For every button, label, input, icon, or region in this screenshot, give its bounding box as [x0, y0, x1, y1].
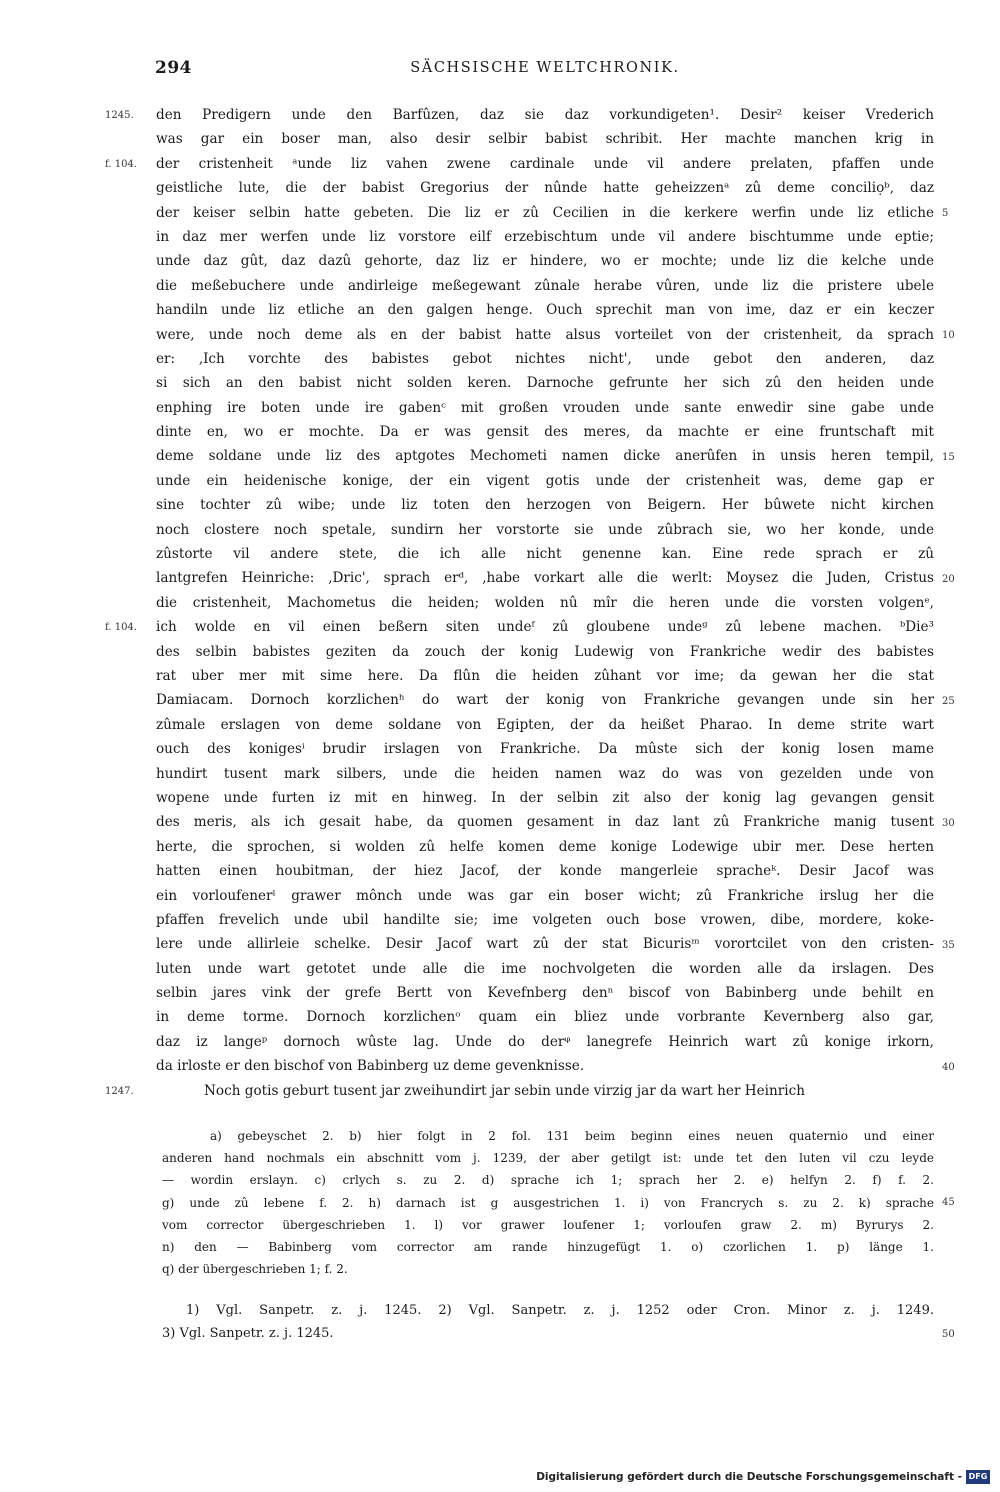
text-line: den Predigern unde den Barfûzen, daz sie daz vorkundigeten¹. Desir² keiser Vrederich	[156, 107, 934, 123]
text-line: er: ‚Ich vorchte des babistes gebot nichtes nicht', unde gebot den anderen, daz	[156, 350, 934, 367]
apparatus-line: a) gebeyschet 2. b) hier folgt in 2 fol. 131 beim beginn eines neuen quaternio und einer	[210, 1129, 934, 1143]
text-line: noch clostere noch spetale, sundirn her vorstorte sie unde zûbrach sie, wo her konde, unde	[156, 521, 934, 538]
text-line: hatten einen houbitman, der hiez Jacof, der konde mangerleie spracheᵏ. Desir Jacof was	[156, 863, 934, 880]
running-title: SÄCHSISCHE WELTCHRONIK.	[410, 60, 680, 76]
text-line: der cristenheit ᵃunde liz vahen zwene cardinale unde vil andere prelaten, pfaffen unde	[156, 155, 934, 172]
line-number: 45	[942, 1196, 955, 1208]
note-line: 3) Vgl. Sanpetr. z. j. 1245.	[162, 1325, 334, 1341]
text-line: rat uber mer mit sime here. Da flûn die heiden zûhant vor ime; da gewan her die stat	[156, 667, 934, 684]
page-header	[155, 58, 935, 84]
text-line: da irloste er den bischof von Babinberg uz deme gevenknisse.	[156, 1058, 585, 1075]
text-line: pfaffen frevelich unde ubil handilte sie; ime volgeten ouch bose vrowen, dibe, mordere, koke-	[156, 911, 934, 928]
margin-year-or-folio: f. 104.	[105, 158, 137, 170]
text-line: were, unde noch deme als en der babist hatte alsus vorteilet von der cristenheit, da sprach	[156, 326, 934, 343]
line-number: 10	[942, 329, 955, 341]
apparatus-line: g) unde zû lebene f. 2. h) darnach ist g ausgestrichen 1. i) von Francrych s. zu 2. k) sprache	[162, 1195, 934, 1210]
text-line: unde daz gût, daz dazû gehorte, daz liz er hindere, wo er mochte; unde liz die kelche unde	[156, 253, 934, 270]
line-number: 5	[942, 207, 949, 219]
text-line: geistliche lute, die der babist Gregorius der nûnde hatte geheizzenᵃ zû deme conciliọᵇ, daz	[156, 180, 934, 197]
text-line: unde ein heidenische konige, der ein vigent gotis unde der cristenheit was, deme gap er	[156, 472, 934, 489]
text-line: was gar ein boser man, also desir selbir babist schribit. Her machte manchen krig in	[156, 131, 934, 148]
apparatus-line: q) der übergeschrieben 1; f. 2.	[162, 1262, 348, 1277]
margin-year-or-folio: 1247.	[105, 1086, 134, 1097]
text-line: enphing ire boten unde ire gabenᶜ mit großen vrouden unde sante enwedir sine gabe unde	[156, 399, 934, 416]
page-number: 294	[155, 58, 192, 78]
text-line: des meris, als ich gesait habe, da quomen gesament in daz lant zû Frankriche manig tusent	[156, 814, 934, 831]
line-number: 20	[942, 573, 955, 585]
text-line: zûmale erslagen von deme soldane von Egipten, der da heißet Pharao. In deme strite wart	[156, 716, 934, 733]
text-line: ein vorloufenerˡ grawer mônch unde was gar ein boser wicht; zû Frankriche irslug her die	[156, 887, 934, 904]
line-number: 15	[942, 451, 955, 463]
apparatus-line: — wordin erslayn. c) crlych s. zu 2. d) sprache ich 1; sprach her 2. e) helfyn 2. f) f. 2.	[162, 1173, 934, 1188]
text-line: si sich an den babist nicht solden keren. Darnoche gefrunte her sich zû den heiden unde	[156, 375, 934, 392]
text-line: Noch gotis geburt tusent jar zweihundirt jar sebin unde virzig jar da wart her Heinrich	[204, 1082, 805, 1099]
text-line: des selbin babistes geziten da zouch der konig Ludewig von Frankriche wedir des babistes	[156, 643, 934, 660]
text-line: selbin jares vink der grefe Bertt von Kevefnberg denⁿ biscof von Babinberg unde behilt en	[156, 985, 934, 1002]
line-number: 25	[942, 695, 955, 707]
line-number: 50	[942, 1328, 955, 1340]
dfg-logo: DFG	[966, 1470, 990, 1484]
main-text-block	[156, 103, 934, 1103]
apparatus-line: vom corrector übergeschrieben 1. l) vor grawer loufener 1; vorloufen graw 2. m) Byrurys 2.	[162, 1217, 934, 1232]
note-line: 1) Vgl. Sanpetr. z. j. 1245. 2) Vgl. Sanpetr. z. j. 1252 oder Cron. Minor z. j. 1249.	[186, 1303, 934, 1318]
text-line: ich wolde en vil einen beßern siten undeᶠ zû gloubene undeᵍ zû lebene machen. ᵇDie³	[156, 619, 934, 636]
text-line: dinte en, wo er mochte. Da er was gensit des meres, da machte er eine fruntschaft mit	[156, 424, 934, 441]
critical-apparatus	[162, 1125, 934, 1280]
text-line: die meßebuchere unde andirleige meßegewant zûnale herabe vûren, unde liz die pristere ubele	[156, 277, 934, 294]
text-line: herte, die sprochen, si wolden zû helfe komen deme konige Lodewige ubir mer. Dese herten	[156, 838, 934, 855]
line-number: 30	[942, 817, 955, 829]
text-line: luten unde wart getotet unde alle die ime nochvolgeten die worden alle da irslagen. Des	[156, 960, 934, 977]
text-line: der keiser selbin hatte gebeten. Die liz er zû Cecilien in die kerkere werfin unde liz etliche	[156, 204, 934, 221]
text-line: handiln unde liz etliche an den galgen henge. Ouch sprechit man von ime, daz er ein keczer	[156, 302, 934, 319]
apparatus-line: n) den — Babinberg vom corrector am rande hinzugefügt 1. o) czorlichen 1. p) länge 1.	[162, 1239, 934, 1254]
text-line: daz iz langeᵖ dornoch wûste lag. Unde do derᵠ lanegrefe Heinrich wart zû konige irkorn,	[156, 1033, 934, 1050]
margin-year-or-folio: 1245.	[105, 110, 134, 121]
text-line: zûstorte vil andere stete, die ich alle nicht genenne kan. Eine rede sprach er zû	[156, 546, 934, 563]
text-line: wopene unde furten iz mit en hinweg. In der selbin zit also der konig lag gevangen gensit	[156, 789, 934, 806]
text-line: lantgrefen Heinriche: ‚Dric', sprach erᵈ, ‚habe vorkart alle die werlt: Moysez die Juden, Cristus	[156, 570, 934, 587]
text-line: Damiacam. Dornoch korzlichenʰ do wart der konig von Frankriche gevangen unde sin her	[156, 692, 934, 709]
text-line: deme soldane unde liz des aptgotes Mechometi namen dicke anerûfen in unsis heren tempil,	[156, 448, 934, 465]
apparatus-line: anderen hand nochmals ein abschnitt vom j. 1239, der aber getilgt ist: unde tet den luten vil czu leyde	[162, 1151, 934, 1166]
text-line: in deme torme. Dornoch korzlichenᵒ quam ein bliez unde vorbrante Kevernberg also gar,	[156, 1009, 934, 1026]
text-line: hundirt tusent mark silbers, unde die heiden namen waz do was von gezelden unde von	[156, 765, 934, 782]
line-number: 35	[942, 939, 955, 951]
margin-year-or-folio: f. 104.	[105, 622, 137, 634]
text-line: lere unde allirleie schelke. Desir Jacof wart zû der stat Bicuris​ᵐ vorortcilet von den cristen-	[156, 936, 934, 953]
text-line: sine tochter zû wibe; unde liz toten den herzogen von Beigern. Her bûwete nicht kirchen	[156, 497, 934, 514]
line-number: 40	[942, 1061, 955, 1073]
source-notes	[162, 1300, 934, 1345]
text-line: die cristenheit, Machometus die heiden; wolden nû mîr die heren unde die vorsten volgenᵉ,	[156, 594, 934, 611]
text-line: in daz mer werfen unde liz vorstore eilf erzebischtum unde vil andere bischtumme unde eptie;	[156, 228, 934, 245]
digitization-credit: Digitalisierung gefördert durch die Deutsche Forschungsgemeinschaft -	[536, 1471, 962, 1483]
text-line: ouch des konigesⁱ brudir irslagen von Frankriche. Da mûste sich der konig losen mame	[156, 741, 934, 758]
